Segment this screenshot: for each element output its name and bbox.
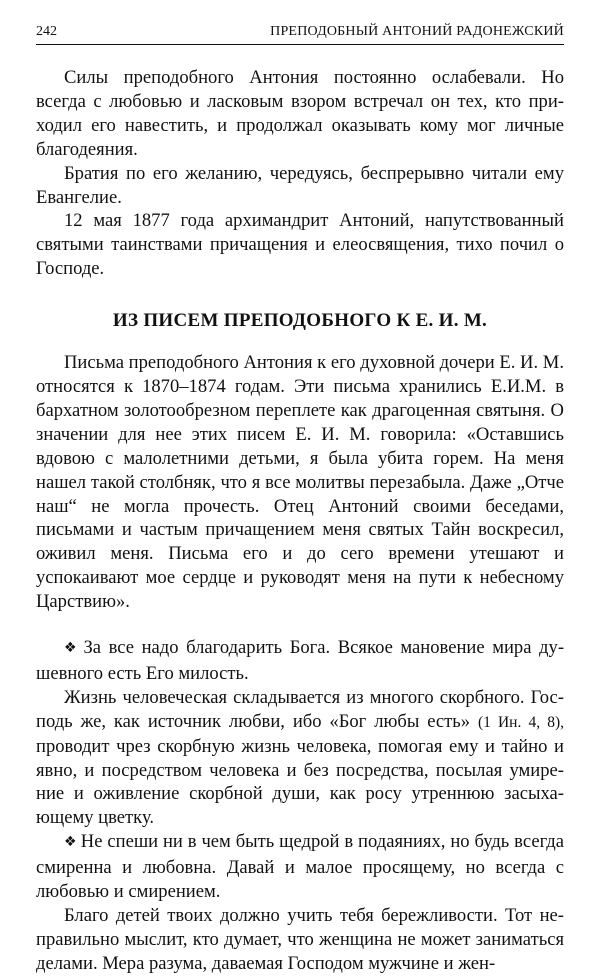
letter-text: проводит чрез скорбную жизнь человека, помогая ему и тайно и явно, и посредством человека и без посредства, посылая умирение и оживление скорбной души, как росу утреннюю засыхающему цветку. (36, 735, 564, 829)
page-header (36, 22, 564, 45)
page-number: 242 (36, 24, 57, 39)
letter-paragraph: Благо детей твоих должно учить тебя бережливости. Тот неправильно мыслит, кто думает, что женщина не может заниматься делами. Мера разума, даваемая Господом мужчине и жен- (36, 905, 564, 974)
bullet-icon: ❖ (64, 640, 80, 657)
bullet-icon: ❖ (64, 834, 77, 851)
letter-paragraph (36, 636, 564, 686)
letter-text: Жизнь человеческая складывается из многого скорбного. Господь же, как источник любви, ибо «Бог любы есть» (36, 686, 564, 732)
section-gap (36, 614, 564, 636)
page-body (36, 66, 564, 976)
letter-text: Не спеши ни в чем быть щедрой в подаяниях, но будь всегда смиренна и любовна. Давай и малое просящему, но всегда с любовью и смирением. (36, 831, 564, 903)
paragraph: Братия по его желанию, чередуясь, беспрерывно читали ему Евангелие. (36, 162, 564, 208)
letter-paragraph (36, 830, 564, 904)
paragraph: 12 мая 1877 года архимандрит Антоний, напутствованный святыми таинствами причащения и елеосвящения, тихо почил о Господе. (36, 210, 564, 280)
section-heading: ИЗ ПИСЕМ ПРЕПОДОБНОГО К Е. И. М. (112, 310, 488, 332)
paragraph: Силы преподобного Антония постоянно ослабевали. Но всегда с любовью и ласковым взором встречал он тех, кто приходил его навестить, и продолжал оказывать кому мог личные благодеяния. (36, 67, 564, 160)
letter-text: За все надо благодарить Бога. Всякое мановение мира душевного есть Его милость. (36, 637, 565, 684)
running-title: ПРЕПОДОБНЫЙ АНТОНИЙ РАДОНЕЖСКИЙ (270, 24, 564, 39)
scripture-reference: (1 Ин. 4, 8), (477, 713, 564, 731)
letter-paragraph (36, 686, 564, 830)
intro-paragraph: Письма преподобного Антония к его духовной дочери Е. И. М. относятся к 1870–1874 годам. Эти письма хранились Е.И.М. в бархатном золотообрезном переплете как драгоценная святыня. О значении для нее этих писем Е. И. М. говорила: «Оставшись вдовою с малолетними детьми, я была убита горем. На меня нашел такой столбняк, что я все молитвы перезабыла. Даже „Отче наш“ не могла прочесть. Отец Антоний своими беседами, письмами и частым причащением меня святых Тайн воскресил, оживил меня. Письма его и до сего времени утешают и успокаивают мое сердце и руководят меня на пути к небесному Царствию». (36, 352, 564, 613)
